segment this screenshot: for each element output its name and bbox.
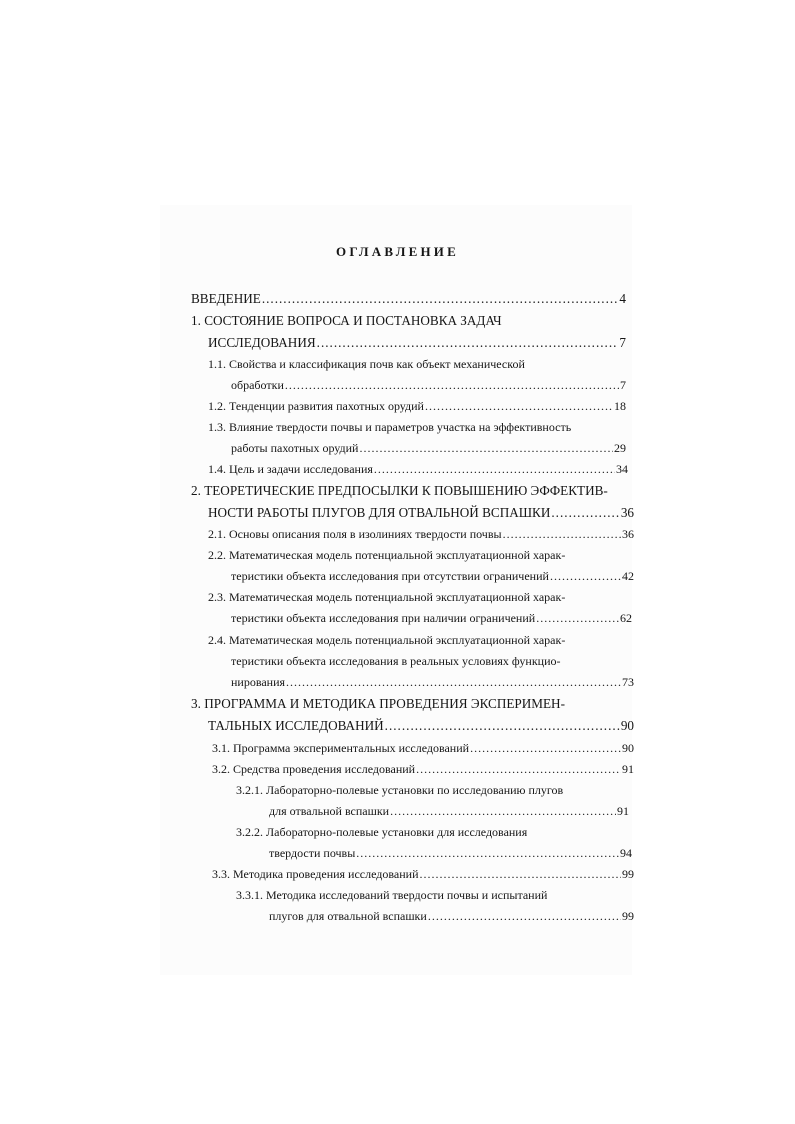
toc-section-2-3: 2.3. Математическая модель потенциальной эксплуатационной харак- bbox=[208, 590, 566, 604]
toc-subsection-3-2-2: 3.2.2. Лабораторно-полевые установки для исследования bbox=[236, 825, 528, 839]
toc-section-1-3-end: работы пахотных орудий ..... 29 bbox=[231, 440, 626, 456]
toc-section-2-4-line2: теристики объекта исследования в реальных условиях функцио- bbox=[231, 654, 561, 668]
page-number: 90 bbox=[622, 741, 634, 755]
page-number: 29 bbox=[614, 441, 626, 455]
page-number: 18 bbox=[614, 399, 626, 413]
toc-section-3-1: 3.1. Программа экспериментальных исследований ..... 90 bbox=[212, 740, 634, 756]
page-number: 73 bbox=[622, 675, 634, 689]
toc-chapter-2-title-end: НОСТИ РАБОТЫ ПЛУГОВ ДЛЯ ОТВАЛЬНОЙ ВСПАШКИ ..... 36 bbox=[208, 505, 634, 521]
toc-section-2-4: 2.4. Математическая модель потенциальной эксплуатационной харак- bbox=[208, 633, 566, 647]
toc-chapter-3-title: 3. ПРОГРАММА И МЕТОДИКА ПРОВЕДЕНИЯ ЭКСПЕРИМЕН- bbox=[191, 696, 565, 711]
toc-subsection-3-3-1-end: плугов для отвальной вспашки ..... 99 bbox=[269, 908, 634, 924]
page-number: 91 bbox=[617, 804, 629, 818]
page-number: 99 bbox=[622, 909, 634, 923]
page-number: 4 bbox=[619, 291, 626, 306]
toc-section-2-2-end: теристики объекта исследования при отсутствии ограничений ..... 42 bbox=[231, 568, 634, 584]
page-number: 36 bbox=[620, 505, 634, 520]
page-number: 36 bbox=[622, 527, 634, 541]
toc-subsection-3-2-2-end: твердости почвы ..... 94 bbox=[269, 845, 632, 861]
toc-section-2-3-end: теристики объекта исследования при наличии ограничений ..... 62 bbox=[231, 610, 632, 626]
toc-section-1-1-end: обработки ..... 7 bbox=[231, 377, 626, 393]
page-number: 7 bbox=[619, 335, 626, 350]
toc-subsection-3-2-1: 3.2.1. Лабораторно-полевые установки по исследованию плугов bbox=[236, 783, 564, 797]
page-number: 90 bbox=[620, 718, 634, 733]
page-number: 94 bbox=[620, 846, 632, 860]
toc-chapter-3-title-end: ТАЛЬНЫХ ИССЛЕДОВАНИЙ ..... 90 bbox=[208, 718, 634, 734]
toc-chapter-1-title: 1. СОСТОЯНИЕ ВОПРОСА И ПОСТАНОВКА ЗАДАЧ bbox=[191, 313, 502, 328]
toc-section-1-2: 1.2. Тенденции развития пахотных орудий ..... 18 bbox=[208, 398, 626, 414]
toc-section-1-1: 1.1. Свойства и классификация почв как объект механической bbox=[208, 357, 525, 371]
toc-heading: ОГЛАВЛЕНИЕ bbox=[336, 244, 459, 259]
toc-section-1-4: 1.4. Цель и задачи исследования ..... 34 bbox=[208, 461, 628, 477]
toc-subsection-3-3-1: 3.3.1. Методика исследований твердости почвы и испытаний bbox=[236, 888, 548, 902]
toc-section-1-3: 1.3. Влияние твердости почвы и параметров участка на эффективность bbox=[208, 420, 572, 434]
page-number: 7 bbox=[620, 378, 626, 392]
toc-chapter-1-title-end: ИССЛЕДОВАНИЯ ..... 7 bbox=[208, 335, 626, 351]
toc-section-3-2: 3.2. Средства проведения исследований ..... 91 bbox=[212, 761, 634, 777]
page-number: 42 bbox=[622, 569, 634, 583]
toc-entry-introduction: ВВЕДЕНИЕ ..... 4 bbox=[191, 291, 626, 307]
toc-section-3-3: 3.3. Методика проведения исследований ..... 99 bbox=[212, 866, 634, 882]
toc-section-2-2: 2.2. Математическая модель потенциальной эксплуатационной харак- bbox=[208, 548, 566, 562]
page-number: 62 bbox=[620, 611, 632, 625]
page-number: 91 bbox=[622, 762, 634, 776]
page-number: 34 bbox=[616, 462, 628, 476]
toc-subsection-3-2-1-end: для отвальной вспашки ..... 91 bbox=[269, 803, 629, 819]
toc-section-2-1: 2.1. Основы описания поля в изолиниях твердости почвы ..... 36 bbox=[208, 526, 634, 542]
toc-section-2-4-end: нирования ..... 73 bbox=[231, 674, 634, 690]
page-number: 99 bbox=[622, 867, 634, 881]
toc-chapter-2-title: 2. ТЕОРЕТИЧЕСКИЕ ПРЕДПОСЫЛКИ К ПОВЫШЕНИЮ ЭФФЕКТИВ- bbox=[191, 483, 608, 498]
